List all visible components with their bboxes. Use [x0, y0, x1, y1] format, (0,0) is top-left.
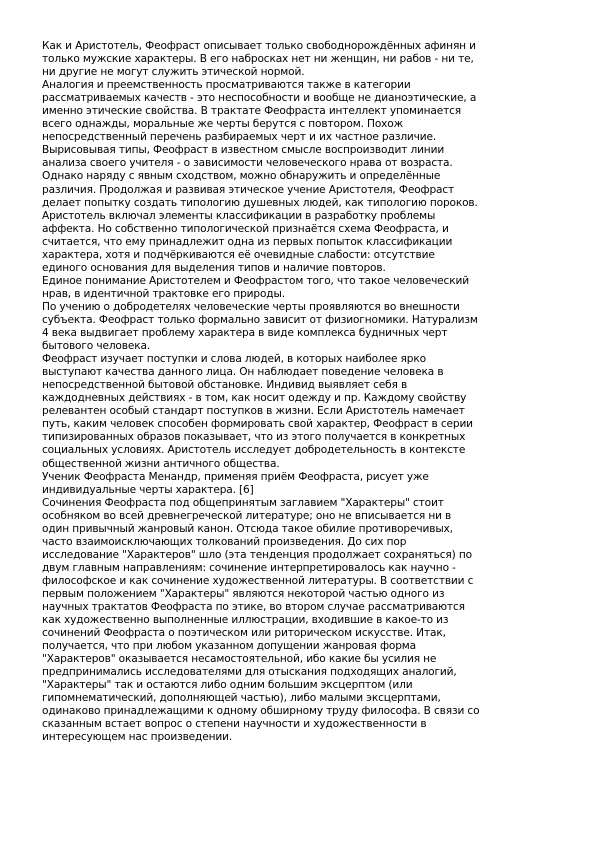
text-line: исследование "Характеров" шло (эта тенденция продолжает сохраняться) по [42, 548, 472, 561]
text-line: Феофраст изучает поступки и слова людей, в которых наиболее ярко [42, 353, 426, 366]
text-line: социальных условиях. Аристотель исследует добродетельность в контексте [42, 444, 466, 457]
text-line: как художественно выполненные иллюстрации, входившие в какое-то из [42, 614, 449, 627]
text-line: предпринимались исследователями для отыскания подходящих аналогий, [42, 666, 457, 679]
text-line: интересующем нас произведении. [42, 731, 233, 744]
text-line: сказанным встает вопрос о степени научности и художественности в [42, 718, 427, 731]
text-line: Вырисовывая типы, Феофраст в известном смысле воспроизводит линии [42, 144, 445, 157]
text-line: Аналогия и преемственность просматриваются также в категории [42, 79, 411, 92]
text-line: характера, хотя и подчёркиваются её очевидные слабости: отсутствие [42, 248, 435, 261]
paragraph [42, 170, 554, 274]
text-line: Как и Аристотель, Феофраст описывает только свободнорождённых афинян и [42, 40, 476, 52]
paragraph [42, 301, 554, 353]
text-line: часто взаимоисключающих толкований произведения. До сих пор [42, 535, 407, 548]
paragraph [42, 497, 554, 745]
text-line: субъекта. Феофраст только формально зависит от физиогномики. Натурализм [42, 313, 478, 326]
text-line: рассматриваемых качеств - это неспособности и вообще не дианоэтические, а [42, 92, 477, 105]
text-line: ни другие не могут служить этической нормой. [42, 66, 305, 79]
text-line: 4 века выдвигает проблему характера в виде комплекса будничных черт [42, 327, 448, 340]
text-line: анализа своего учителя - о зависимости человеческого нрава от возраста. [42, 157, 453, 170]
text-line: аффекта. Но собственно типологической признаётся схема Феофраста, и [42, 222, 449, 235]
text-line: сочинений Феофраста о поэтическом или риторическом искусстве. Итак, [42, 627, 446, 640]
text-line: Ученик Феофраста Менандр, применяя приём Феофраста, рисует уже [42, 470, 429, 483]
text-line: только мужские характеры. В его набросках нет ни женщин, ни рабов - ни те, [42, 53, 474, 66]
text-line: считается, что ему принадлежит одна из первых попыток классификации [42, 235, 453, 248]
text-line: Однако наряду с явным сходством, можно обнаружить и определённые [42, 170, 441, 183]
text-line: типизированных образов показывает, что из этого получается в конкретных [42, 431, 466, 444]
text-line: один привычный жанровый канон. Отсюда такое обилие противоречивых, [42, 522, 453, 535]
document-body [42, 40, 554, 745]
text-line: По учению о добродетелях человеческие черты проявляются во внешности [42, 300, 460, 313]
text-line: выступают качества данного лица. Он наблюдает поведение человека в [42, 366, 444, 379]
text-line: двум главным направлениям: сочинение интерпретировалось как научно - [42, 561, 456, 574]
text-line: гипомнематический, дополняющей частью), либо малыми эксцерптами, [42, 692, 441, 705]
text-line: получается, что при любом указанном допущении жанровая форма [42, 640, 416, 653]
text-line: именно этические свойства. В трактате Феофраста интеллект упоминается [42, 105, 462, 118]
text-line: одинаково принадлежащими к одному обширному труду философа. В связи со [42, 705, 480, 718]
text-line: каждодневных действиях - в том, как носит одежду и пр. Каждому свойству [42, 392, 467, 405]
text-line: "Характеров" оказывается несамостоятельной, ибо какие бы усилия не [42, 653, 437, 666]
text-line: философское и как сочинение художественной литературы. В соответствии с [42, 574, 474, 587]
text-line: всего однажды, моральные же черты берутся с повтором. Похож [42, 118, 404, 131]
text-line: путь, каким человек способен формировать свой характер, Феофраст в серии [42, 418, 473, 431]
text-line: непосредственной бытовой обстановке. Индивид выявляет себя в [42, 379, 408, 392]
text-line: релевантен особый стандарт поступков в жизни. Если Аристотель намечает [42, 405, 465, 418]
paragraph [42, 471, 554, 497]
text-line: бытового человека. [42, 340, 151, 353]
text-line: научных трактатов Феофраста по этике, во втором случае рассматриваются [42, 601, 465, 614]
paragraph [42, 353, 554, 470]
text-line: особняком во всей древнегреческой литературе; оно не вписывается ни в [42, 509, 452, 522]
text-line: различия. Продолжая и развивая этическое учение Аристотеля, Феофраст [42, 183, 455, 196]
text-line: первым положением "Характеры" являются некоторой частью одного из [42, 587, 445, 600]
text-line: Единое понимание Аристотелем и Феофрастом того, что такое человеческий [42, 274, 469, 287]
text-line: "Характеры" так и остаются либо одним большим эксцерптом (или [42, 679, 413, 692]
text-line: Аристотель включал элементы классификации в разработку проблемы [42, 209, 436, 222]
paragraph [42, 40, 554, 79]
text-line: непосредственный перечень разбираемых черт и их частное различие. [42, 131, 437, 144]
text-line: делает попытку создать типологию душевных людей, как типологию пороков. [42, 196, 478, 209]
text-line: общественной жизни античного общества. [42, 457, 280, 470]
paragraph [42, 79, 554, 144]
text-line: индивидуальные черты характера. [6] [42, 483, 254, 496]
paragraph [42, 275, 554, 301]
text-line: Сочинения Феофраста под общепринятым заглавием "Характеры" стоит [42, 496, 444, 509]
text-line: единого основания для выделения типов и наличие повторов. [42, 261, 386, 274]
text-line: нрав, в идентичной трактовке его природы. [42, 287, 285, 300]
paragraph [42, 144, 554, 170]
